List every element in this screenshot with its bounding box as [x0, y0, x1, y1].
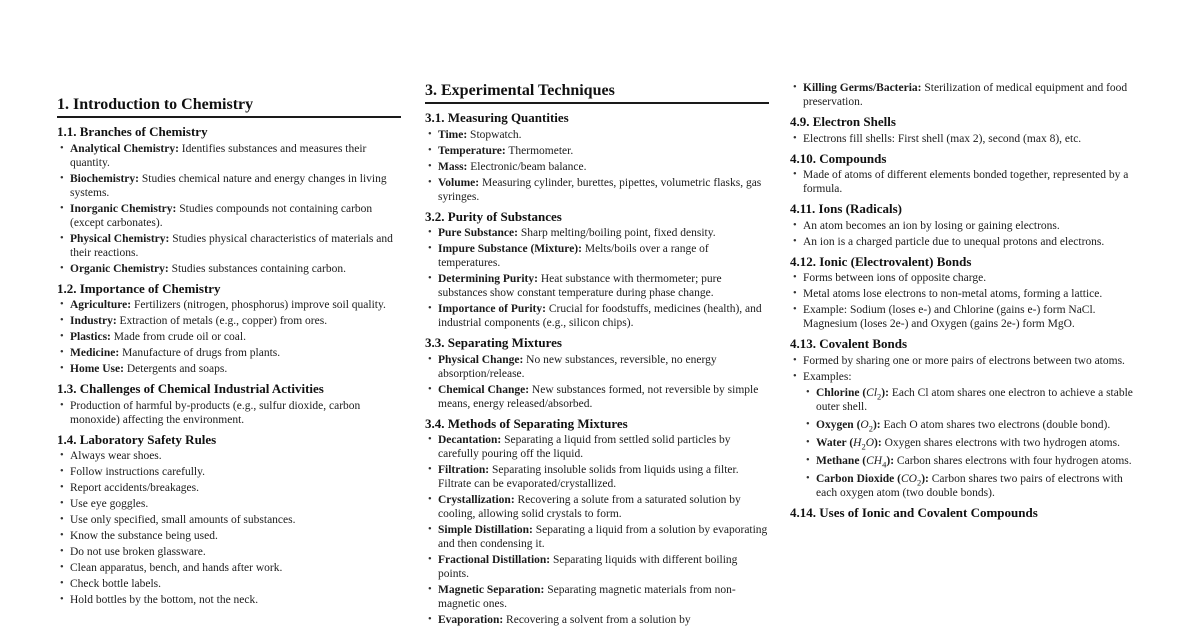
list-item — [790, 303, 1134, 331]
item-text: Carbon shares electrons with four hydrogen atoms. — [896, 454, 1132, 467]
item-text: Separating magnetic materials from non-magnetic ones. — [438, 584, 736, 610]
list-item — [57, 142, 401, 170]
bullet-list — [57, 399, 401, 427]
bullet-icon: • — [793, 132, 797, 144]
math-symbol: CH — [866, 454, 883, 467]
item-text: Check bottle labels. — [70, 578, 162, 590]
subsection-heading: 4.14. Uses of Ionic and Covalent Compounds — [790, 504, 1038, 520]
bullet-icon: • — [428, 176, 432, 188]
list-item — [57, 577, 401, 591]
item-text: Report accidents/breakages. — [70, 482, 199, 494]
item-text: Recovering a solute from a saturated solution by cooling, allowing solid crystals to form. — [438, 494, 741, 520]
bullet-list — [425, 353, 769, 411]
term-label: Volume: — [438, 176, 480, 189]
bullet-icon: • — [793, 354, 797, 366]
list-item — [425, 242, 769, 270]
bullet-icon: • — [793, 304, 797, 315]
term-label: Biochemistry: — [70, 172, 139, 185]
item-text: Made of atoms of different elements bonded together, represented by a formula. — [803, 169, 1129, 195]
term-label: Simple Distillation: — [438, 524, 533, 536]
bullet-icon: • — [793, 169, 797, 180]
bullet-icon: • — [60, 262, 64, 274]
subsection-heading: 1.3. Challenges of Chemical Industrial Activities — [57, 381, 324, 396]
math-symbol: Cl — [866, 386, 878, 399]
item-text: Manufacture of drugs from plants. — [122, 347, 281, 359]
list-item — [57, 561, 401, 575]
list-item — [57, 399, 401, 427]
math-symbol: CO — [900, 472, 917, 485]
item-text: No new substances, reversible, no energy absorption/release. — [438, 353, 717, 380]
list-item — [790, 354, 1134, 368]
bullet-list — [790, 168, 1134, 196]
bullet-icon: • — [60, 530, 64, 541]
bullet-icon: • — [428, 160, 432, 172]
list-item — [803, 454, 1134, 468]
item-text: Carbon shares two pairs of electrons with each oxygen atom (two double bonds). — [816, 472, 1123, 499]
item-text: Oxygen shares electrons with two hydrogen atoms. — [884, 436, 1120, 449]
math-symbol: H — [853, 436, 862, 449]
list-item — [57, 314, 401, 328]
term-label: Agriculture: — [70, 299, 132, 311]
list-item — [57, 497, 401, 511]
list-item — [57, 172, 401, 200]
bullet-icon: • — [428, 144, 432, 156]
bullet-icon: • — [60, 546, 64, 557]
list-item — [425, 433, 769, 461]
term-label: Plastics: — [70, 331, 111, 343]
item-text: Melts/boils over a range of temperatures. — [438, 243, 709, 269]
term-label: Fractional Distillation: — [438, 554, 551, 566]
term-label: Home Use: — [70, 363, 124, 375]
text-column-1 — [57, 95, 401, 609]
bullet-icon: • — [60, 299, 64, 310]
list-item — [425, 613, 769, 626]
item-text: Made from crude oil or coal. — [113, 331, 246, 343]
item-text: Metal atoms lose electrons to non-metal atoms, forming a lattice. — [803, 288, 1103, 300]
list-item — [790, 81, 1134, 109]
list-item — [57, 346, 401, 360]
list-item — [57, 202, 401, 230]
bullet-list — [790, 132, 1134, 146]
list-item — [803, 436, 1134, 450]
bullet-icon: • — [60, 363, 64, 374]
bullet-icon: • — [60, 172, 64, 184]
bullet-icon: • — [428, 524, 432, 535]
item-text: Examples: — [803, 370, 852, 383]
list-item — [425, 383, 769, 411]
list-item — [803, 472, 1134, 500]
item-text: Sterilization of medical equipment and food preservation. — [803, 82, 1128, 108]
term-label: Physical Change: — [438, 353, 524, 366]
list-item — [790, 271, 1134, 285]
bullet-list — [790, 81, 1134, 109]
list-item — [425, 226, 769, 240]
bullet-icon: • — [793, 370, 797, 382]
list-item — [803, 386, 1134, 414]
list-item — [425, 176, 769, 204]
list-item — [803, 418, 1134, 432]
item-text: Thermometer. — [508, 144, 574, 157]
item-text: Studies compounds not containing carbon (except carbonates). — [70, 202, 373, 229]
list-item — [57, 465, 401, 479]
term-label: Physical Chemistry: — [70, 232, 170, 245]
term-label: Magnetic Separation: — [438, 584, 545, 596]
bullet-icon: • — [428, 464, 432, 475]
term-label: Killing Germs/Bacteria: — [803, 82, 922, 94]
item-text: Recovering a solvent from a solution by — [506, 614, 691, 626]
bullet-icon: • — [60, 466, 64, 477]
list-item — [790, 370, 1134, 384]
math-symbol: O — [865, 436, 875, 449]
bullet-list — [57, 142, 401, 276]
list-item — [425, 128, 769, 142]
term-label: Organic Chemistry: — [70, 262, 169, 275]
term-label: Temperature: — [438, 144, 506, 157]
item-text: Use eye goggles. — [70, 498, 149, 510]
list-item — [790, 132, 1134, 146]
term-label: Crystallization: — [438, 494, 515, 506]
list-item — [57, 529, 401, 543]
subsection-heading: 4.12. Ionic (Electrovalent) Bonds — [790, 253, 972, 269]
term-label: Inorganic Chemistry: — [70, 202, 177, 215]
bullet-icon: • — [60, 142, 64, 154]
bullet-icon: • — [60, 232, 64, 244]
item-text: An atom becomes an ion by losing or gaining electrons. — [803, 219, 1060, 232]
subsection-heading: 3.1. Measuring Quantities — [425, 110, 569, 125]
list-item — [425, 144, 769, 158]
term-label: Industry: — [70, 315, 117, 327]
bullet-icon: • — [428, 554, 432, 565]
bullet-icon: • — [60, 578, 64, 589]
bullet-icon: • — [806, 418, 810, 430]
subsection-heading: 4.10. Compounds — [790, 150, 887, 166]
subsection-heading: 3.2. Purity of Substances — [425, 208, 562, 224]
list-item — [790, 219, 1134, 233]
item-text: Crucial for foodstuffs, medicines (health), and industrial components (e.g., silicon chips). — [438, 303, 762, 329]
bullet-icon: • — [428, 128, 432, 140]
bullet-list — [790, 354, 1134, 500]
term-label: Oxygen $(O_2)$: — [816, 418, 881, 433]
term-label: Mass: — [438, 160, 468, 173]
term-label: Water $(H_2O)$: — [816, 436, 882, 451]
subsection-heading: 4.13. Covalent Bonds — [790, 336, 908, 351]
list-item — [425, 353, 769, 381]
bullet-icon: • — [60, 594, 64, 605]
list-item — [425, 553, 769, 581]
term-label: Pure Substance: — [438, 227, 518, 239]
list-item — [425, 583, 769, 611]
bullet-icon: • — [428, 584, 432, 595]
item-text: Formed by sharing one or more pairs of electrons between two atoms. — [803, 354, 1125, 367]
bullet-list — [57, 449, 401, 607]
bullet-icon: • — [793, 235, 797, 247]
list-item — [57, 545, 401, 559]
item-text: Separating a liquid from settled solid particles by carefully pouring off the liquid. — [438, 434, 731, 460]
term-label: Chemical Change: — [438, 383, 530, 396]
bullet-icon: • — [60, 482, 64, 493]
item-text: Identifies substances and measures their quantity. — [70, 142, 367, 169]
item-text: Electronic/beam balance. — [470, 160, 587, 173]
list-item — [425, 493, 769, 521]
item-text: Stopwatch. — [470, 128, 522, 141]
item-text: Know the substance being used. — [70, 530, 218, 542]
item-text: An ion is a charged particle due to unequal protons and electrons. — [803, 235, 1105, 248]
subsection-heading: 4.9. Electron Shells — [790, 114, 896, 129]
subsection-heading: 4.11. Ions (Radicals) — [790, 201, 902, 216]
subsection-heading: 1.4. Laboratory Safety Rules — [57, 431, 217, 447]
section-heading: 1. Introduction to Chemistry — [57, 96, 254, 113]
item-text: Clean apparatus, bench, and hands after work. — [70, 562, 283, 574]
bullet-icon: • — [806, 472, 810, 484]
item-text: Heat substance with thermometer; pure substances show constant temperature during phase change. — [438, 273, 722, 299]
heading-rule — [425, 102, 769, 104]
list-item — [425, 463, 769, 491]
item-text: Electrons fill shells: First shell (max 2), second (max 8), etc. — [803, 132, 1082, 145]
bullet-icon: • — [428, 273, 432, 284]
list-item — [57, 232, 401, 260]
term-label: Methane $(CH_4)$: — [816, 454, 895, 469]
item-text: Production of harmful by-products (e.g., sulfur dioxide, carbon monoxide) affecting the environment. — [70, 399, 361, 426]
item-text: Sharp melting/boiling point, fixed density. — [520, 227, 716, 239]
item-text: Studies physical characteristics of materials and their reactions. — [70, 232, 393, 259]
bullet-icon: • — [793, 82, 797, 93]
item-text: Extraction of metals (e.g., copper) from ores. — [119, 315, 328, 327]
bullet-icon: • — [60, 399, 64, 411]
term-label: Carbon Dioxide $(CO_2)$: — [816, 472, 929, 487]
bullet-list — [790, 271, 1134, 331]
bullet-icon: • — [428, 353, 432, 365]
text-column-3 — [790, 81, 1134, 522]
subsection-heading: 1.1. Branches of Chemistry — [57, 124, 208, 139]
item-text: Separating liquids with different boiling points. — [438, 554, 738, 580]
bullet-icon: • — [428, 494, 432, 505]
bullet-icon: • — [428, 303, 432, 314]
bullet-icon: • — [793, 219, 797, 231]
bullet-list — [57, 298, 401, 376]
list-item — [790, 168, 1134, 196]
item-text: Example: Sodium (loses e-) and Chlorine (gains e-) form NaCl. Magnesium (loses 2e-) and Oxygen (gains 2e-) form MgO. — [803, 304, 1096, 330]
item-text: Fertilizers (nitrogen, phosphorus) improve soil quality. — [133, 299, 386, 311]
math-symbol: O — [860, 418, 869, 431]
item-text: Hold bottles by the bottom, not the neck. — [70, 594, 259, 606]
item-text: Each O atom shares two electrons (double bond). — [883, 418, 1111, 431]
term-label: Analytical Chemistry: — [70, 142, 179, 155]
bullet-icon: • — [428, 243, 432, 254]
bullet-icon: • — [806, 436, 810, 448]
item-text: Forms between ions of opposite charge. — [803, 272, 987, 284]
list-item — [425, 272, 769, 300]
list-item — [425, 523, 769, 551]
term-label: Filtration: — [438, 464, 490, 476]
bullet-icon: • — [60, 315, 64, 326]
bullet-icon: • — [428, 227, 432, 238]
term-label: Evaporation: — [438, 614, 504, 626]
bullet-icon: • — [793, 272, 797, 283]
bullet-list — [425, 128, 769, 204]
item-text: Separating a liquid from a solution by evaporating and then condensing it. — [438, 524, 768, 550]
bullet-icon: • — [428, 434, 432, 445]
heading-rule — [57, 116, 401, 118]
bullet-icon: • — [60, 498, 64, 509]
bullet-list — [425, 226, 769, 330]
bullet-icon: • — [60, 450, 64, 461]
term-label: Time: — [438, 128, 468, 141]
text-column-2 — [425, 81, 769, 626]
bullet-icon: • — [806, 454, 810, 466]
list-item — [790, 287, 1134, 301]
term-label: Decantation: — [438, 434, 502, 446]
subsection-heading: 3.4. Methods of Separating Mixtures — [425, 415, 628, 431]
item-text: Detergents and soaps. — [126, 363, 228, 375]
bullet-icon: • — [428, 614, 432, 625]
item-text: Studies chemical nature and energy changes in living systems. — [70, 172, 387, 199]
bullet-icon: • — [60, 202, 64, 214]
list-item — [57, 330, 401, 344]
bullet-icon: • — [428, 383, 432, 395]
bullet-list — [790, 219, 1134, 249]
section-heading: 3. Experimental Techniques — [425, 82, 615, 99]
list-item — [57, 262, 401, 276]
list-item — [425, 160, 769, 174]
item-text: Follow instructions carefully. — [70, 466, 205, 478]
term-label: Medicine: — [70, 347, 120, 359]
item-text: Always wear shoes. — [70, 450, 162, 462]
bullet-list — [425, 433, 769, 626]
list-item — [790, 235, 1134, 249]
bullet-icon: • — [60, 514, 64, 525]
list-item — [57, 593, 401, 607]
list-item — [57, 298, 401, 312]
bullet-icon: • — [806, 386, 810, 398]
item-text: Each Cl atom shares one electron to achieve a stable outer shell. — [816, 386, 1133, 413]
bullet-icon: • — [60, 331, 64, 342]
term-label: Importance of Purity: — [438, 303, 546, 315]
item-text: Measuring cylinder, burettes, pipettes, volumetric flasks, gas syringes. — [438, 176, 762, 203]
list-item — [57, 362, 401, 376]
term-label: Chlorine $(Cl_2)$: — [816, 386, 889, 401]
subsection-heading: 1.2. Importance of Chemistry — [57, 280, 221, 296]
list-item — [57, 513, 401, 527]
item-text: Do not use broken glassware. — [70, 546, 206, 558]
item-text: New substances formed, not reversible by simple means, energy released/absorbed. — [438, 383, 759, 410]
list-item — [57, 481, 401, 495]
bullet-icon: • — [793, 288, 797, 299]
bullet-icon: • — [60, 347, 64, 358]
item-text: Use only specified, small amounts of substances. — [70, 514, 296, 526]
term-label: Impure Substance (Mixture): — [438, 243, 582, 255]
item-text: Studies substances containing carbon. — [171, 262, 346, 275]
list-item — [57, 449, 401, 463]
item-text: Separating insoluble solids from liquids using a filter. Filtrate can be evaporated/crystallized. — [438, 464, 739, 490]
list-item — [425, 302, 769, 330]
bullet-icon: • — [60, 562, 64, 573]
subsection-heading: 3.3. Separating Mixtures — [425, 335, 562, 350]
term-label: Determining Purity: — [438, 273, 538, 285]
